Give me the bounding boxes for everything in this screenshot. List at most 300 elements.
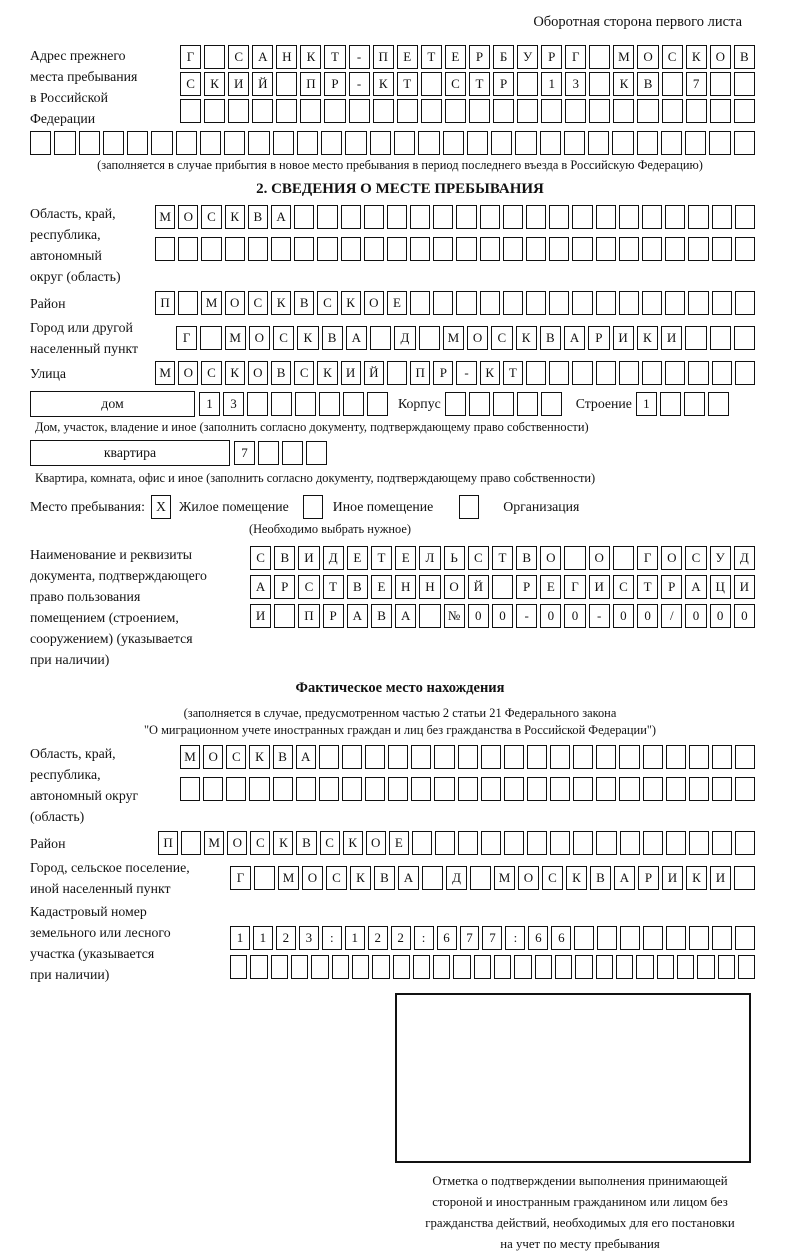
char-box[interactable] — [697, 955, 714, 979]
char-box[interactable] — [503, 291, 523, 315]
char-box[interactable]: И — [250, 604, 271, 628]
char-box[interactable]: Е — [397, 45, 418, 69]
char-box[interactable]: Е — [371, 575, 392, 599]
char-box[interactable] — [689, 926, 709, 950]
char-box[interactable]: И — [662, 866, 683, 890]
char-box[interactable] — [481, 745, 501, 769]
char-box[interactable]: О — [178, 205, 198, 229]
char-box[interactable]: Г — [230, 866, 251, 890]
char-box[interactable]: 0 — [564, 604, 585, 628]
char-box[interactable] — [291, 955, 308, 979]
char-box[interactable]: С — [201, 205, 221, 229]
char-box[interactable]: Й — [468, 575, 489, 599]
char-box[interactable]: - — [349, 72, 370, 96]
char-box[interactable] — [596, 237, 616, 261]
char-box[interactable] — [643, 831, 663, 855]
char-box[interactable]: - — [589, 604, 610, 628]
char-box[interactable]: С — [320, 831, 340, 855]
char-box[interactable] — [735, 237, 755, 261]
char-box[interactable]: - — [349, 45, 370, 69]
char-box[interactable] — [526, 361, 546, 385]
char-box[interactable] — [364, 205, 384, 229]
char-box[interactable]: С — [445, 72, 466, 96]
char-box[interactable] — [271, 392, 292, 416]
char-box[interactable] — [517, 72, 538, 96]
char-box[interactable]: С — [685, 546, 706, 570]
char-box[interactable]: 0 — [492, 604, 513, 628]
char-box[interactable] — [203, 777, 223, 801]
char-box[interactable]: О — [467, 326, 488, 350]
char-box[interactable] — [661, 131, 682, 155]
char-box[interactable] — [319, 392, 340, 416]
char-box[interactable]: О — [540, 546, 561, 570]
char-box[interactable] — [575, 955, 592, 979]
char-box[interactable]: С — [250, 831, 270, 855]
char-box[interactable] — [541, 99, 562, 123]
char-box[interactable]: В — [590, 866, 611, 890]
char-box[interactable] — [248, 237, 268, 261]
char-box[interactable] — [504, 777, 524, 801]
char-box[interactable] — [596, 831, 616, 855]
char-box[interactable]: А — [250, 575, 271, 599]
char-box[interactable] — [247, 392, 268, 416]
char-box[interactable] — [200, 131, 221, 155]
char-box[interactable]: 2 — [368, 926, 388, 950]
char-box[interactable] — [735, 745, 755, 769]
char-box[interactable] — [550, 745, 570, 769]
char-box[interactable]: Ц — [710, 575, 731, 599]
char-box[interactable]: И — [661, 326, 682, 350]
char-box[interactable] — [734, 99, 755, 123]
char-box[interactable] — [616, 955, 633, 979]
char-box[interactable]: Р — [638, 866, 659, 890]
char-box[interactable]: А — [347, 604, 368, 628]
char-box[interactable]: С — [317, 291, 337, 315]
char-box[interactable]: А — [346, 326, 367, 350]
char-box[interactable] — [572, 205, 592, 229]
char-box[interactable]: О — [518, 866, 539, 890]
char-box[interactable]: П — [410, 361, 430, 385]
char-box[interactable] — [372, 955, 389, 979]
char-box[interactable] — [686, 99, 707, 123]
char-box[interactable] — [387, 205, 407, 229]
char-box[interactable]: Н — [395, 575, 416, 599]
char-box[interactable] — [738, 955, 755, 979]
char-box[interactable]: Е — [387, 291, 407, 315]
char-box[interactable]: М — [155, 361, 175, 385]
char-box[interactable] — [564, 131, 585, 155]
char-box[interactable] — [410, 291, 430, 315]
char-box[interactable]: Р — [588, 326, 609, 350]
char-box[interactable] — [282, 441, 303, 465]
char-box[interactable] — [321, 131, 342, 155]
char-box[interactable] — [572, 291, 592, 315]
char-box[interactable] — [433, 237, 453, 261]
char-box[interactable]: О — [661, 546, 682, 570]
char-box[interactable]: / — [661, 604, 682, 628]
char-box[interactable]: С — [468, 546, 489, 570]
char-box[interactable] — [596, 291, 616, 315]
char-box[interactable] — [103, 131, 124, 155]
char-box[interactable]: В — [516, 546, 537, 570]
char-box[interactable] — [613, 99, 634, 123]
char-box[interactable]: С — [201, 361, 221, 385]
char-box[interactable] — [494, 955, 511, 979]
char-box[interactable] — [421, 99, 442, 123]
char-box[interactable]: А — [271, 205, 291, 229]
char-box[interactable] — [555, 955, 572, 979]
char-box[interactable]: С — [491, 326, 512, 350]
char-box[interactable]: : — [505, 926, 525, 950]
char-box[interactable] — [178, 237, 198, 261]
char-box[interactable] — [662, 99, 683, 123]
char-box[interactable] — [456, 205, 476, 229]
char-box[interactable]: № — [444, 604, 465, 628]
char-box[interactable] — [503, 205, 523, 229]
char-box[interactable]: О — [248, 361, 268, 385]
char-box[interactable]: : — [322, 926, 342, 950]
char-box[interactable]: О — [366, 831, 386, 855]
char-box[interactable] — [526, 237, 546, 261]
char-box[interactable] — [662, 72, 683, 96]
char-box[interactable] — [550, 831, 570, 855]
char-box[interactable] — [387, 361, 407, 385]
char-box[interactable]: М — [201, 291, 221, 315]
char-box[interactable] — [54, 131, 75, 155]
char-box[interactable]: Г — [637, 546, 658, 570]
char-box[interactable] — [155, 237, 175, 261]
char-box[interactable] — [734, 326, 755, 350]
char-box[interactable] — [596, 745, 616, 769]
char-box[interactable]: О — [710, 45, 731, 69]
char-box[interactable]: К — [300, 45, 321, 69]
char-box[interactable] — [504, 745, 524, 769]
char-box[interactable]: 7 — [482, 926, 502, 950]
char-box[interactable] — [204, 45, 225, 69]
char-box[interactable]: К — [686, 45, 707, 69]
char-box[interactable] — [443, 131, 464, 155]
char-box[interactable] — [295, 392, 316, 416]
char-box[interactable] — [364, 237, 384, 261]
char-box[interactable]: - — [516, 604, 537, 628]
char-box[interactable] — [709, 131, 730, 155]
char-box[interactable]: Т — [323, 575, 344, 599]
char-box[interactable]: Т — [324, 45, 345, 69]
char-box[interactable] — [456, 237, 476, 261]
char-box[interactable] — [178, 291, 198, 315]
char-box[interactable] — [317, 205, 337, 229]
char-box[interactable]: О — [225, 291, 245, 315]
char-box[interactable]: Т — [371, 546, 392, 570]
char-box[interactable] — [527, 745, 547, 769]
char-box[interactable]: Е — [389, 831, 409, 855]
char-box[interactable] — [456, 291, 476, 315]
char-box[interactable] — [712, 745, 732, 769]
char-box[interactable] — [642, 237, 662, 261]
char-box[interactable] — [712, 777, 732, 801]
char-box[interactable] — [433, 205, 453, 229]
char-box[interactable]: Н — [419, 575, 440, 599]
char-box[interactable]: М — [204, 831, 224, 855]
char-box[interactable]: 7 — [460, 926, 480, 950]
char-box[interactable] — [564, 546, 585, 570]
char-box[interactable] — [636, 955, 653, 979]
char-box[interactable]: В — [271, 361, 291, 385]
char-box[interactable] — [445, 392, 466, 416]
char-box[interactable] — [665, 205, 685, 229]
char-box[interactable] — [258, 441, 279, 465]
char-box[interactable]: К — [516, 326, 537, 350]
char-box[interactable] — [276, 99, 297, 123]
char-box[interactable]: В — [322, 326, 343, 350]
char-box[interactable] — [660, 392, 681, 416]
char-box[interactable] — [689, 831, 709, 855]
char-box[interactable] — [248, 131, 269, 155]
char-box[interactable]: 0 — [637, 604, 658, 628]
char-box[interactable] — [319, 777, 339, 801]
char-box[interactable] — [249, 777, 269, 801]
char-box[interactable] — [596, 777, 616, 801]
char-box[interactable] — [481, 831, 501, 855]
char-box[interactable] — [619, 205, 639, 229]
char-box[interactable] — [469, 99, 490, 123]
char-box[interactable] — [332, 955, 349, 979]
char-box[interactable]: К — [350, 866, 371, 890]
char-box[interactable] — [684, 392, 705, 416]
char-box[interactable] — [712, 361, 732, 385]
char-box[interactable] — [540, 131, 561, 155]
char-box[interactable] — [397, 99, 418, 123]
char-box[interactable]: И — [710, 866, 731, 890]
char-box[interactable]: Т — [421, 45, 442, 69]
char-box[interactable] — [597, 926, 617, 950]
char-box[interactable] — [273, 777, 293, 801]
char-box[interactable]: Г — [180, 45, 201, 69]
char-box[interactable] — [300, 99, 321, 123]
char-box[interactable] — [710, 99, 731, 123]
char-box[interactable] — [480, 205, 500, 229]
char-box[interactable]: Р — [323, 604, 344, 628]
char-box[interactable]: 6 — [437, 926, 457, 950]
char-box[interactable]: Л — [419, 546, 440, 570]
char-box[interactable] — [345, 131, 366, 155]
char-box[interactable]: П — [298, 604, 319, 628]
char-box[interactable] — [710, 72, 731, 96]
char-box[interactable]: И — [734, 575, 755, 599]
char-box[interactable]: В — [637, 72, 658, 96]
char-box[interactable]: Р — [433, 361, 453, 385]
char-box[interactable] — [433, 291, 453, 315]
checkbox-zhiloe[interactable]: X — [151, 495, 171, 519]
char-box[interactable]: Г — [176, 326, 197, 350]
char-box[interactable] — [480, 237, 500, 261]
char-box[interactable] — [665, 291, 685, 315]
char-box[interactable]: Г — [564, 575, 585, 599]
char-box[interactable] — [365, 745, 385, 769]
char-box[interactable] — [422, 866, 443, 890]
char-box[interactable]: А — [395, 604, 416, 628]
char-box[interactable]: 6 — [528, 926, 548, 950]
char-box[interactable] — [387, 237, 407, 261]
char-box[interactable]: С — [273, 326, 294, 350]
char-box[interactable] — [458, 745, 478, 769]
char-box[interactable] — [734, 72, 755, 96]
char-box[interactable] — [735, 205, 755, 229]
char-box[interactable] — [435, 831, 455, 855]
char-box[interactable]: Е — [540, 575, 561, 599]
char-box[interactable] — [491, 131, 512, 155]
char-box[interactable] — [250, 955, 267, 979]
char-box[interactable] — [252, 99, 273, 123]
char-box[interactable]: 0 — [468, 604, 489, 628]
char-box[interactable] — [467, 131, 488, 155]
char-box[interactable] — [434, 777, 454, 801]
char-box[interactable]: К — [297, 326, 318, 350]
char-box[interactable]: О — [203, 745, 223, 769]
char-box[interactable] — [643, 777, 663, 801]
char-box[interactable]: Е — [347, 546, 368, 570]
char-box[interactable] — [677, 955, 694, 979]
char-box[interactable]: Р — [516, 575, 537, 599]
char-box[interactable]: Е — [445, 45, 466, 69]
char-box[interactable]: 0 — [613, 604, 634, 628]
char-box[interactable] — [411, 745, 431, 769]
char-box[interactable]: 1 — [636, 392, 657, 416]
char-box[interactable] — [276, 72, 297, 96]
char-box[interactable] — [619, 237, 639, 261]
char-box[interactable] — [685, 326, 706, 350]
char-box[interactable] — [573, 831, 593, 855]
char-box[interactable]: А — [685, 575, 706, 599]
char-box[interactable]: П — [300, 72, 321, 96]
char-box[interactable] — [541, 392, 562, 416]
char-box[interactable]: В — [248, 205, 268, 229]
char-box[interactable]: О — [364, 291, 384, 315]
char-box[interactable] — [433, 955, 450, 979]
char-box[interactable] — [735, 926, 755, 950]
char-box[interactable]: В — [274, 546, 295, 570]
char-box[interactable] — [273, 131, 294, 155]
char-box[interactable]: И — [298, 546, 319, 570]
char-box[interactable]: 2 — [391, 926, 411, 950]
char-box[interactable] — [394, 131, 415, 155]
char-box[interactable] — [527, 777, 547, 801]
char-box[interactable] — [370, 326, 391, 350]
char-box[interactable]: Т — [492, 546, 513, 570]
char-box[interactable] — [517, 99, 538, 123]
char-box[interactable] — [535, 955, 552, 979]
char-box[interactable] — [572, 237, 592, 261]
char-box[interactable] — [200, 326, 221, 350]
char-box[interactable]: И — [613, 326, 634, 350]
char-box[interactable] — [596, 955, 613, 979]
char-box[interactable]: А — [614, 866, 635, 890]
char-box[interactable] — [127, 131, 148, 155]
char-box[interactable]: К — [341, 291, 361, 315]
char-box[interactable] — [613, 546, 634, 570]
char-box[interactable]: Й — [252, 72, 273, 96]
char-box[interactable] — [341, 205, 361, 229]
char-box[interactable]: Р — [541, 45, 562, 69]
char-box[interactable]: К — [273, 831, 293, 855]
char-box[interactable]: О — [589, 546, 610, 570]
char-box[interactable]: 1 — [199, 392, 220, 416]
char-box[interactable]: С — [250, 546, 271, 570]
char-box[interactable] — [619, 777, 639, 801]
char-box[interactable]: Й — [364, 361, 384, 385]
char-box[interactable] — [493, 99, 514, 123]
char-box[interactable] — [642, 205, 662, 229]
char-box[interactable] — [589, 72, 610, 96]
char-box[interactable]: К — [225, 361, 245, 385]
char-box[interactable]: Д — [446, 866, 467, 890]
char-box[interactable] — [643, 745, 663, 769]
char-box[interactable] — [712, 291, 732, 315]
char-box[interactable]: А — [252, 45, 273, 69]
char-box[interactable] — [341, 237, 361, 261]
char-box[interactable]: К — [480, 361, 500, 385]
char-box[interactable]: О — [227, 831, 247, 855]
char-box[interactable]: Е — [395, 546, 416, 570]
char-box[interactable] — [712, 926, 732, 950]
char-box[interactable] — [274, 604, 295, 628]
char-box[interactable] — [294, 237, 314, 261]
char-box[interactable] — [619, 745, 639, 769]
char-box[interactable] — [367, 392, 388, 416]
char-box[interactable]: Д — [394, 326, 415, 350]
char-box[interactable]: Г — [565, 45, 586, 69]
char-box[interactable] — [642, 361, 662, 385]
char-box[interactable] — [657, 955, 674, 979]
char-box[interactable] — [470, 866, 491, 890]
char-box[interactable] — [226, 777, 246, 801]
char-box[interactable] — [176, 131, 197, 155]
char-box[interactable] — [735, 777, 755, 801]
char-box[interactable]: С — [326, 866, 347, 890]
char-box[interactable] — [271, 955, 288, 979]
char-box[interactable] — [665, 361, 685, 385]
char-box[interactable]: В — [734, 45, 755, 69]
char-box[interactable] — [574, 926, 594, 950]
char-box[interactable] — [410, 237, 430, 261]
char-box[interactable] — [549, 205, 569, 229]
char-box[interactable]: И — [228, 72, 249, 96]
char-box[interactable] — [373, 99, 394, 123]
char-box[interactable]: Б — [493, 45, 514, 69]
char-box[interactable]: Р — [274, 575, 295, 599]
dom-field-box[interactable]: дом — [30, 391, 195, 417]
checkbox-inoe[interactable] — [303, 495, 323, 519]
char-box[interactable] — [689, 777, 709, 801]
char-box[interactable] — [642, 291, 662, 315]
char-box[interactable]: К — [686, 866, 707, 890]
char-box[interactable]: С — [298, 575, 319, 599]
char-box[interactable]: Ь — [444, 546, 465, 570]
char-box[interactable]: К — [249, 745, 269, 769]
char-box[interactable]: К — [317, 361, 337, 385]
char-box[interactable] — [412, 831, 432, 855]
char-box[interactable] — [296, 777, 316, 801]
char-box[interactable] — [421, 72, 442, 96]
char-box[interactable] — [180, 777, 200, 801]
char-box[interactable] — [514, 955, 531, 979]
char-box[interactable]: 2 — [276, 926, 296, 950]
char-box[interactable]: Р — [661, 575, 682, 599]
char-box[interactable]: К — [225, 205, 245, 229]
char-box[interactable] — [342, 745, 362, 769]
char-box[interactable] — [151, 131, 172, 155]
char-box[interactable]: 1 — [541, 72, 562, 96]
